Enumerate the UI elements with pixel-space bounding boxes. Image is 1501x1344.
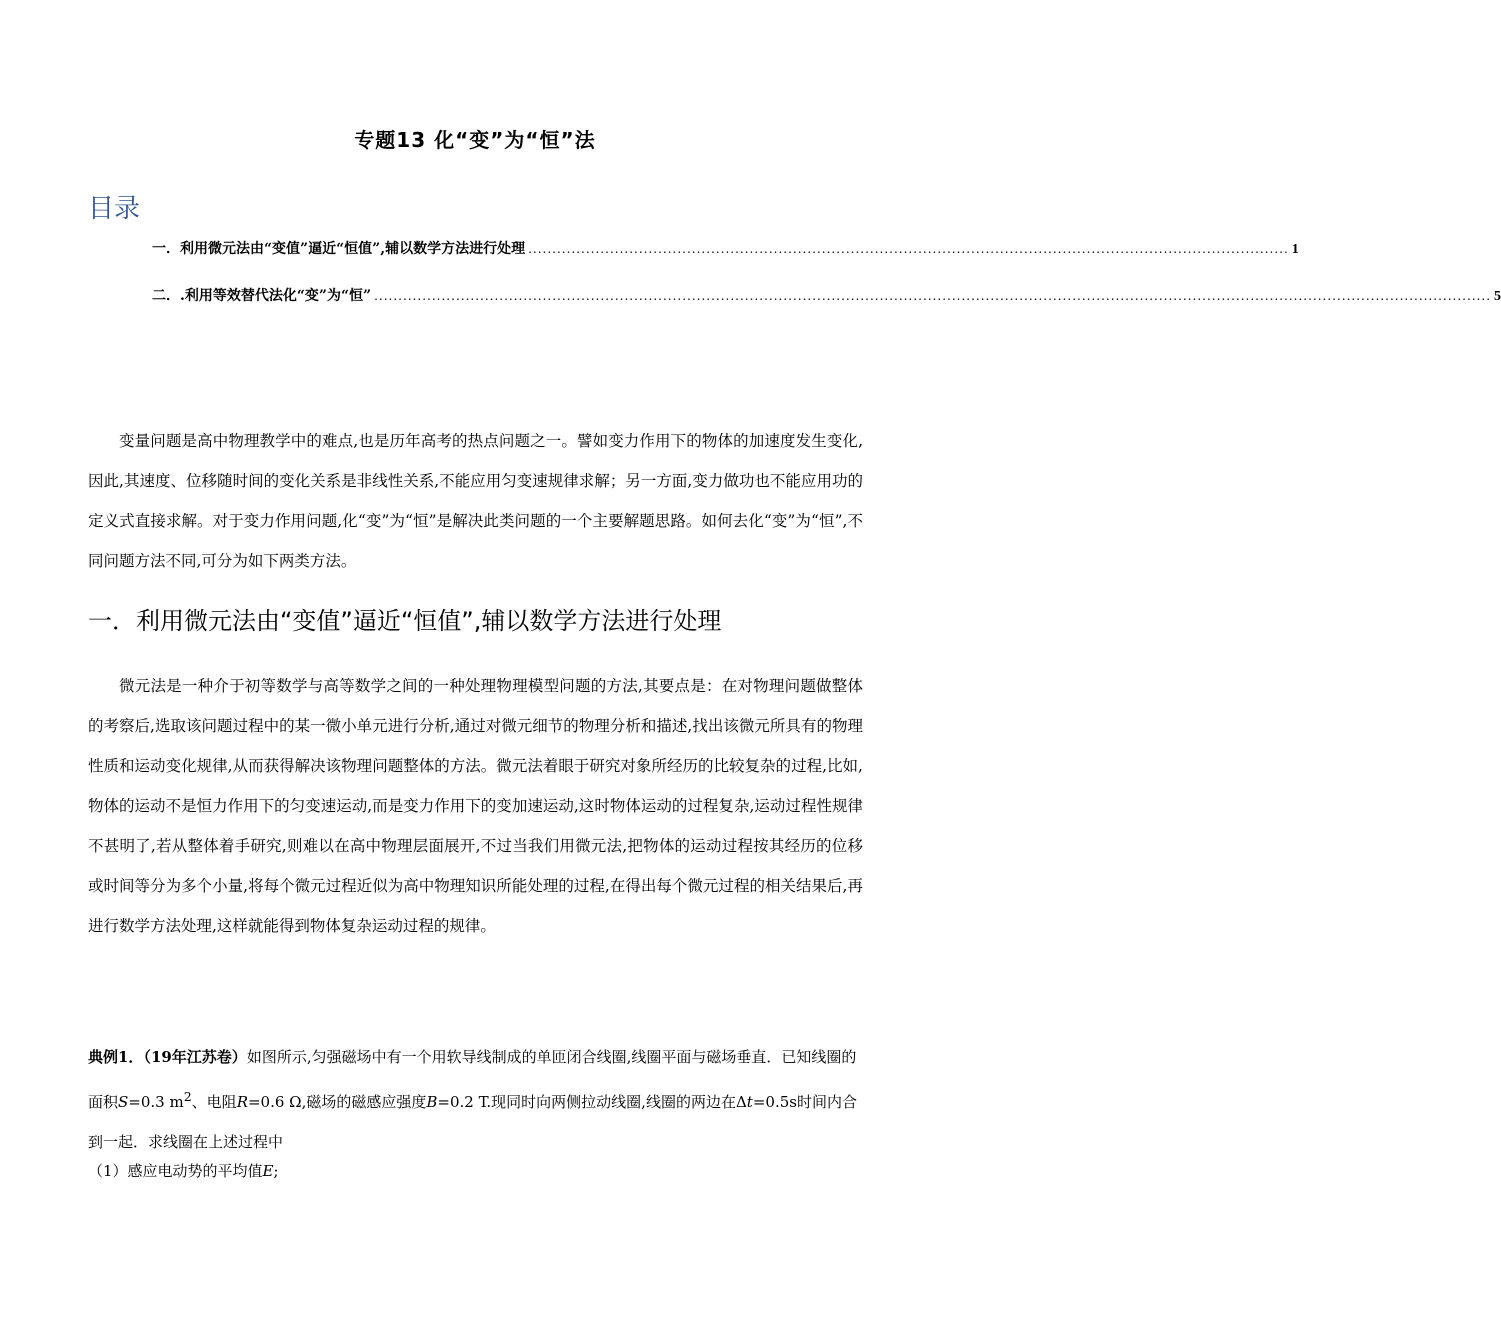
section-heading-1: 一．利用微元法由“变值”逼近“恒值”,辅以数学方法进行处理 <box>88 607 722 635</box>
toc-entry-1[interactable] <box>152 238 1299 258</box>
page-title: 专题13 化“变”为“恒”法 <box>354 128 596 152</box>
toc-leader-dots: .............................................................................................................................................................. <box>528 242 1289 256</box>
toc-entry-label: 二．.利用等效替代法化“变”为“恒” <box>152 288 372 304</box>
toc-entry-page: 5 <box>1494 289 1501 304</box>
toc-entry-2[interactable] <box>152 285 1501 305</box>
example-label: 典例1． <box>88 1048 144 1066</box>
example-source: （19年江苏卷） <box>143 1048 247 1066</box>
toc-heading: 目录 <box>88 194 141 224</box>
toc-entry-label: 一．利用微元法由“变值”逼近“恒值”,辅以数学方法进行处理 <box>152 241 526 257</box>
intro-paragraph: 变量问题是高中物理教学中的难点,也是历年高考的热点问题之一。譬如变力作用下的物体的加速度发生变化,因此,其速度、位移随时间的变化关系是非线性关系,不能应用匀变速规律求解；另一方面,变力做功也不能应用功的定义式直接求解。对于变力作用问题,化“变”为“恒”是解决此类问题的一个主要解题思路。如何去化“变”为“恒”,不同问题方法不同,可分为如下两类方法。 <box>88 432 864 570</box>
toc-leader-dots: ........................................................................................................................................................................................................................................ <box>374 289 1492 303</box>
question-1: （1）感应电动势的平均值E; <box>88 1162 279 1180</box>
section-1-paragraph: 微元法是一种介于初等数学与高等数学之间的一种处理物理模型问题的方法,其要点是：在对物理问题做整体的考察后,选取该问题过程中的某一微小单元进行分析,通过对微元细节的物理分析和描述,找出该微元所具有的物理性质和运动变化规律,从而获得解决该物理问题整体的方法。微元法着眼于研究对象所经历的比较复杂的过程,比如,物体的运动不是恒力作用下的匀变速运动,而是变力作用下的变加速运动,这时物体运动的过程复杂,运动过程性规律不甚明了,若从整体着手研究,则难以在高中物理层面展开,不过当我们用微元法,把物体的运动过程按其经历的位移或时间等分为多个小量,将每个微元过程近似为高中物理知识所能处理的过程,在得出每个微元过程的相关结果后,再进行数学方法处理,这样就能得到物体复杂运动过程的规律。 <box>88 677 863 935</box>
toc-entry-page: 1 <box>1291 242 1299 257</box>
example-1: 典例1．（19年江苏卷）如图所示,匀强磁场中有一个用软导线制成的单匝闭合线圈,线圈平面与磁场垂直．已知线圈的面积S=0.3 $m^2$、电阻R=0.6 Ω,磁场的磁感应强度B=0.2 T.现同时向两侧拉动线圈,线圈的两边在Δt=0.5s时间内合到一起．求线圈在上述过程中 <box>88 1048 857 1151</box>
